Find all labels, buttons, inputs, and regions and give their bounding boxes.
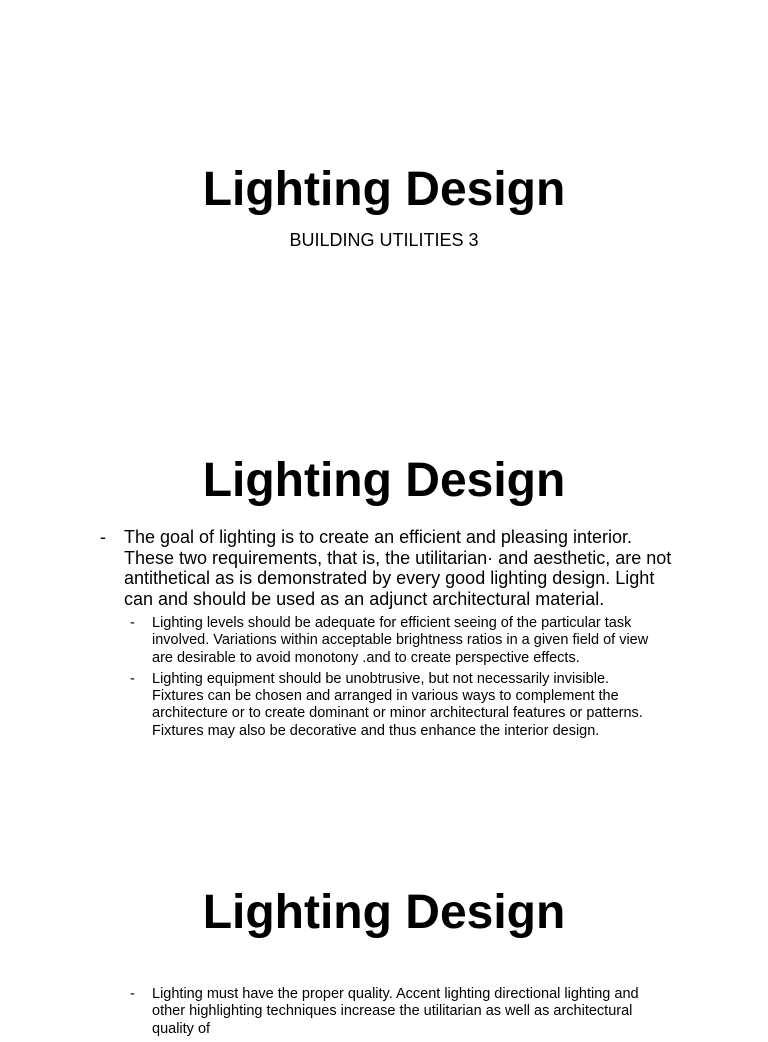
- sub-bullet-item: [0, 986, 768, 1038]
- sub-bullet-marker: -: [130, 670, 135, 687]
- slide-3-bullet-list: [0, 986, 768, 1042]
- sub-bullet-marker: -: [130, 986, 135, 1002]
- sub-bullet-text: Lighting must have the proper quality. Accent lighting directional lighting and other highlighting techniques increase the utilitarian as well as architectural quality of: [152, 986, 639, 1037]
- bullet-marker: -: [100, 527, 106, 547]
- slide-3-title: Lighting Design: [202, 886, 566, 939]
- bullet-text: The goal of lighting is to create an efficient and pleasing interior. These two requirements, that is, the utilitarian· and aesthetic, are not antithetical as is demonstrated by every good lighting design. Light can and should be used as an adjunct architectural material.: [124, 527, 672, 609]
- slide-2-title: Lighting Design: [202, 454, 566, 507]
- slide-1-title: Lighting Design: [202, 163, 566, 216]
- sub-bullet-text: Lighting equipment should be unobtrusive, but not necessarily invisible. Fixtures can be chosen and arranged in various ways to complement the architecture or to create dominant or minor architectural features or patterns. Fixtures may also be decorative and thus enhance the interior design.: [152, 670, 643, 739]
- sub-bullet-text: Lighting levels should be adequate for efficient seeing of the particular task involved. Variations within acceptable brightness ratios in a given field of view are desirable to avoid monotony .and to create perspective effects.: [152, 615, 649, 666]
- sub-bullet-marker: -: [130, 615, 135, 631]
- slide-1-subtitle: BUILDING UTILITIES 3: [289, 230, 479, 250]
